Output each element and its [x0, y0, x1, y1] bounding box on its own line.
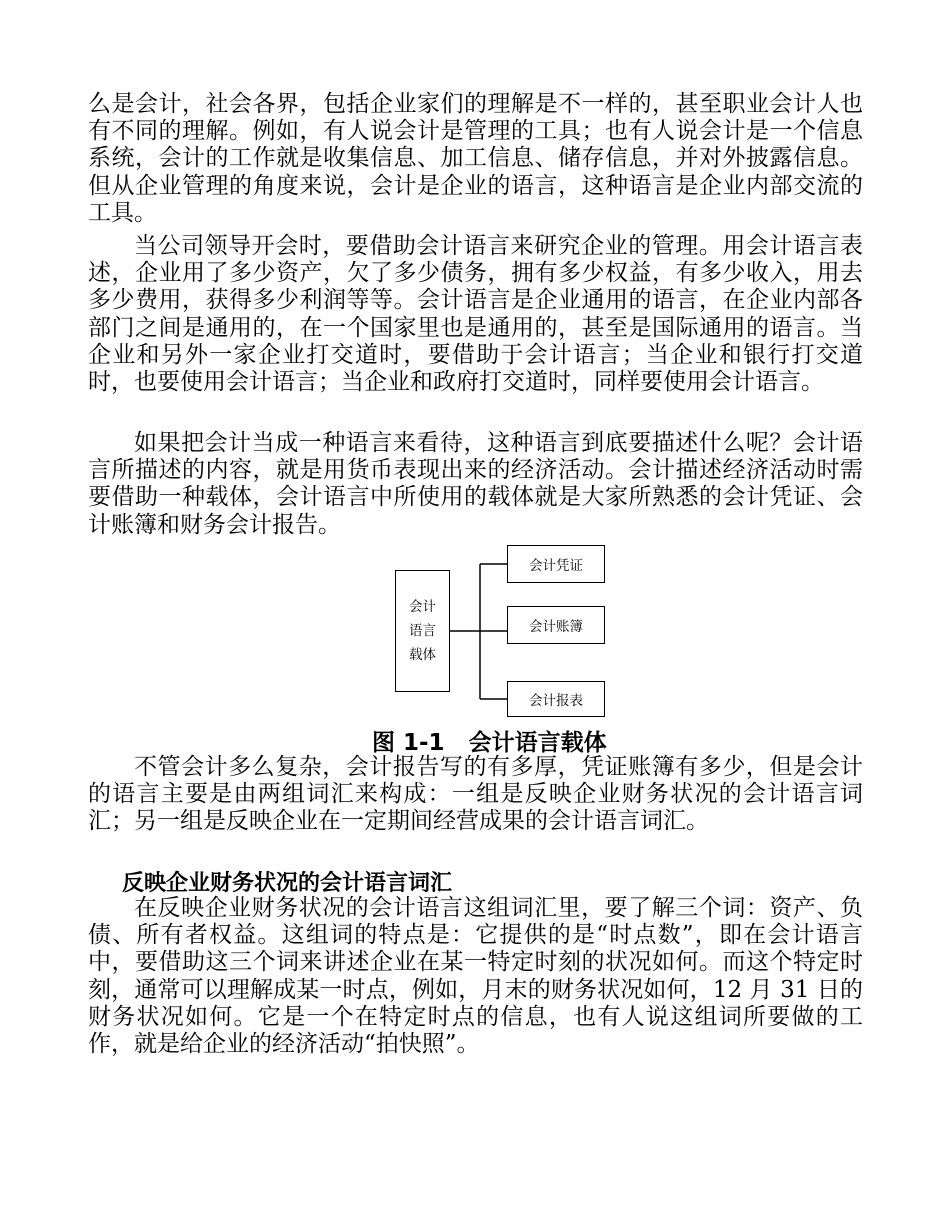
paragraph-3: 如果把会计当成一种语言来看待，这种语言到底要描述什么呢？会计语言所描述的内容，就是用货币表现出来的经济活动。会计描述经济活动时需要借助一种载体，会计语言中所使用的载体就是大家所熟悉的会计凭证、会计账簿和财务会计报告。	[88, 430, 863, 538]
diagram-root-box	[395, 570, 450, 692]
root-line-3: 载体	[409, 647, 436, 663]
paragraph-4: 不管会计多么复杂，会计报告写的有多厚，凭证账簿有多少，但是会计的语言主要是由两组词汇来构成：一组是反映企业财务状况的会计语言词汇；另一组是反映企业在一定期间经营成果的会计语言词汇。	[88, 754, 863, 835]
figure-caption: 图 1-1 会计语言载体	[372, 730, 607, 756]
section-heading: 反映企业财务状况的会计语言词汇	[122, 871, 453, 896]
root-line-1: 会计	[409, 599, 436, 615]
branch-box-ledgers: 会计账簿	[507, 606, 605, 644]
branch-box-vouchers: 会计凭证	[507, 545, 605, 583]
accounting-language-carrier-diagram	[390, 545, 610, 720]
paragraph-2: 当公司领导开会时，要借助会计语言来研究企业的管理。用会计语言表述，企业用了多少资产，欠了多少债务，拥有多少权益，有多少收入，用去多少费用，获得多少利润等等。会计语言是企业通用的语言，在企业内部各部门之间是通用的，在一个国家里也是通用的，甚至是国际通用的语言。当企业和另外一家企业打交道时，要借助于会计语言；当企业和银行打交道时，也要使用会计语言；当企业和政府打交道时，同样要使用会计语言。	[88, 233, 863, 396]
root-line-2: 语言	[409, 623, 436, 639]
paragraph-5: 在反映企业财务状况的会计语言这组词汇里，要了解三个词：资产、负债、所有者权益。这组词的特点是：它提供的是“时点数”，即在会计语言中，要借助这三个词来讲述企业在某一特定时刻的状况如何。而这个特定时刻，通常可以理解成某一时点，例如，月末的财务状况如何，12 月 31 日的财务状况如何。它是一个在特定时点的信息，也有人说这组词所要做的工作，就是给企业的经济活动“拍快照”。	[88, 895, 863, 1058]
branch-box-statements: 会计报表	[507, 681, 605, 717]
paragraph-1: 么是会计，社会各界，包括企业家们的理解是不一样的，甚至职业会计人也有不同的理解。例如，有人说会计是管理的工具；也有人说会计是一个信息系统，会计的工作就是收集信息、加工信息、储存信息，并对外披露信息。但从企业管理的角度来说，会计是企业的语言，这种语言是企业内部交流的工具。	[88, 91, 863, 226]
